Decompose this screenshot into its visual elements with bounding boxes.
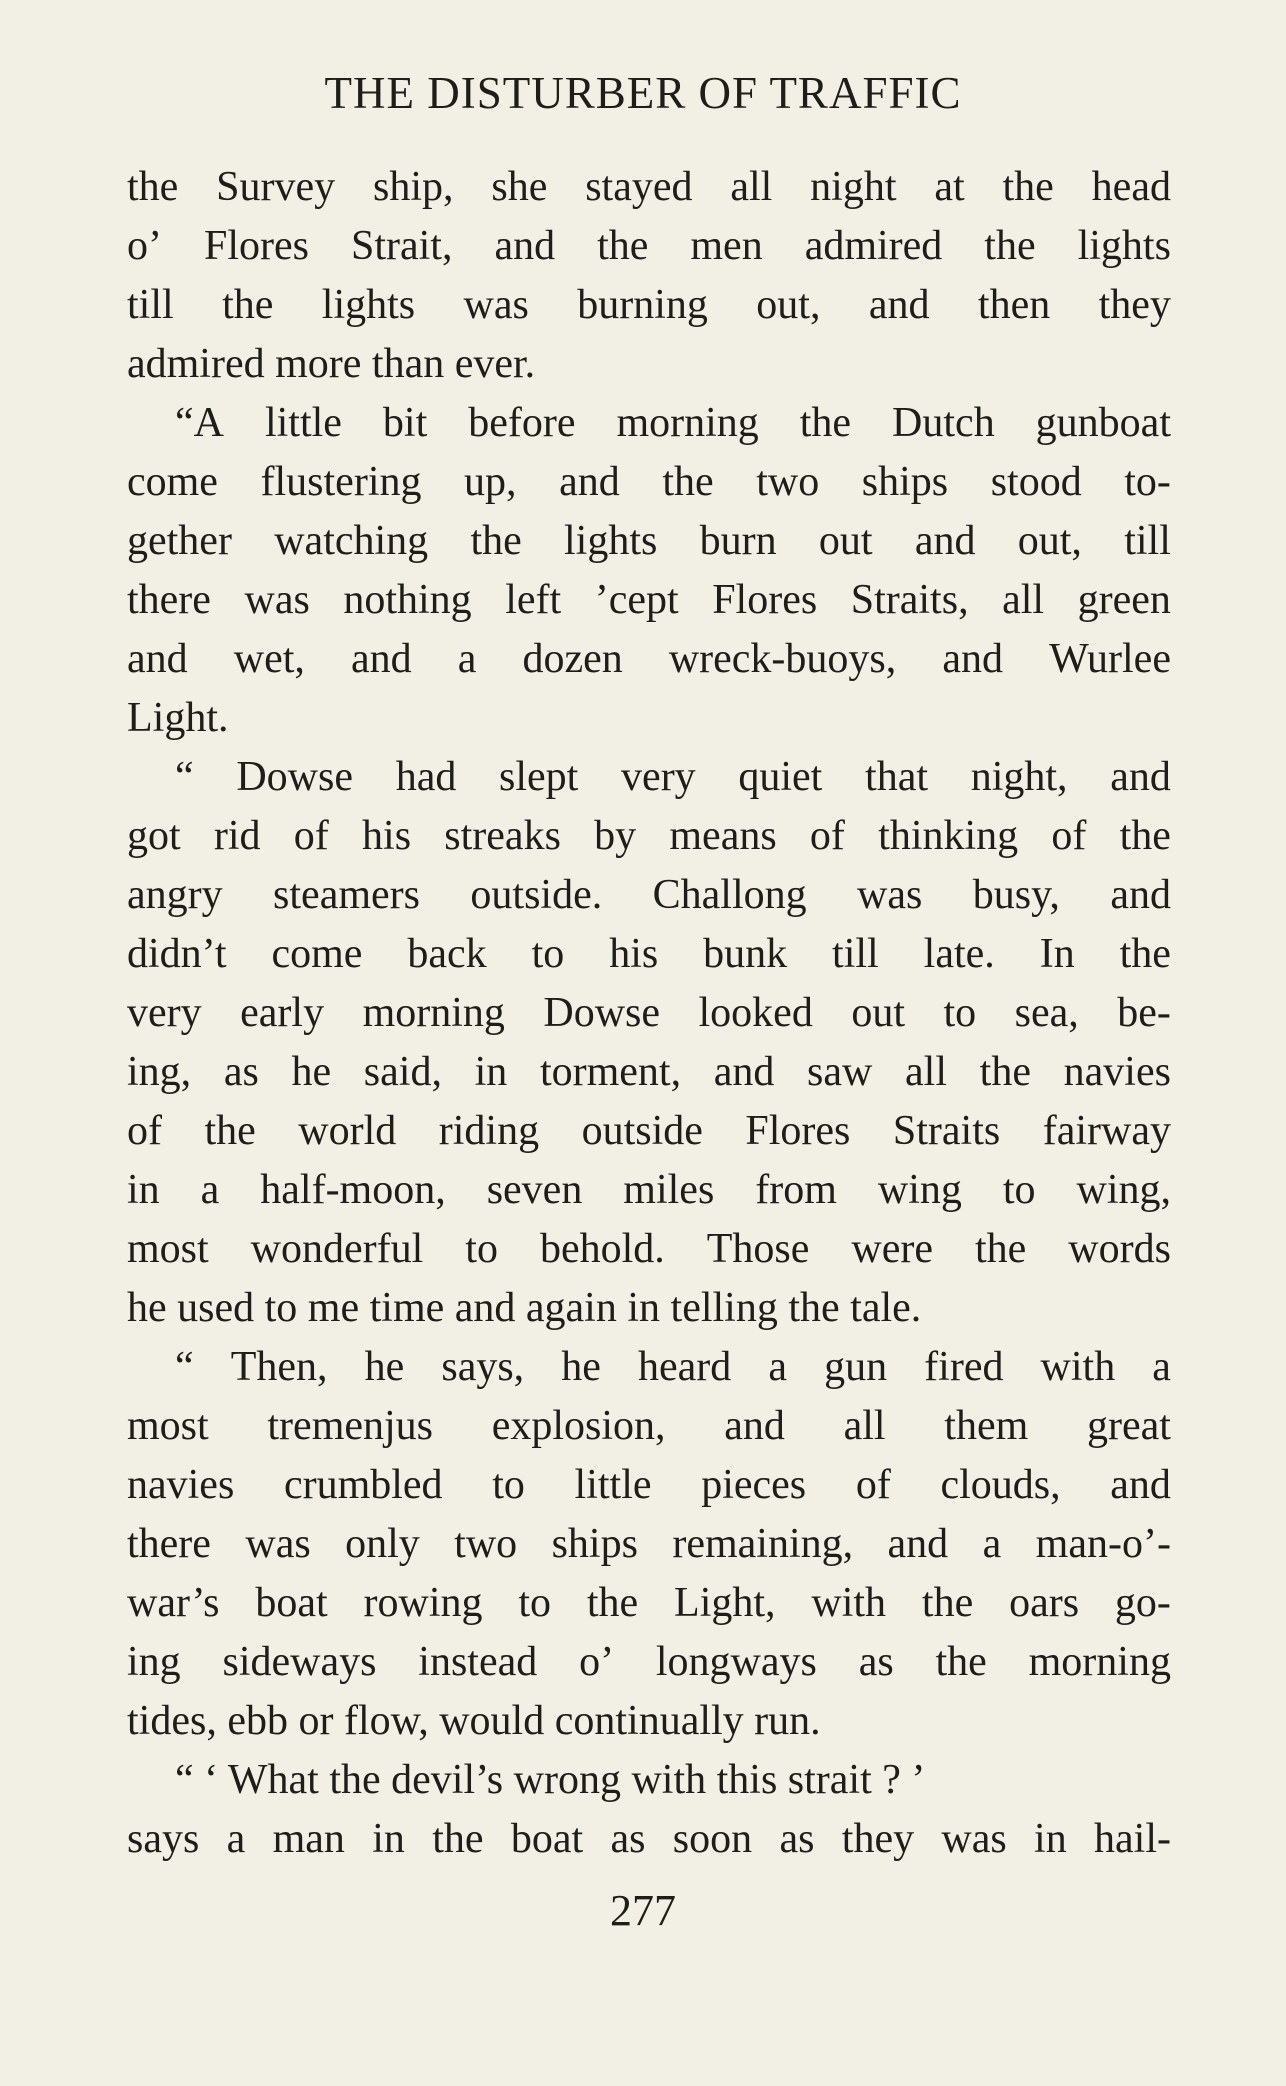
text-line: most wonderful to behold. Those were the words — [127, 1226, 1171, 1272]
text-line: “ ‘ What the devil’s wrong with this strait ? ’ — [175, 1757, 926, 1803]
text-line: navies crumbled to little pieces of clouds, and — [127, 1462, 1171, 1508]
text-line: angry steamers outside. Challong was busy, and — [127, 872, 1171, 918]
text-line: ing sideways instead o’ longways as the morning — [127, 1639, 1171, 1685]
text-line: o’ Flores Strait, and the men admired the lights — [127, 223, 1171, 269]
text-line: war’s boat rowing to the Light, with the oars go- — [127, 1580, 1171, 1626]
body-text — [127, 158, 1171, 1869]
running-head: THE DISTURBER OF TRAFFIC — [324, 68, 962, 118]
text-line: very early morning Dowse looked out to sea, be- — [127, 990, 1171, 1036]
text-line: most tremenjus explosion, and all them great — [127, 1403, 1171, 1449]
text-line: till the lights was burning out, and then they — [127, 282, 1171, 328]
text-line: ing, as he said, in torment, and saw all the navies — [127, 1049, 1171, 1095]
text-line: got rid of his streaks by means of thinking of the — [127, 813, 1171, 859]
text-line: gether watching the lights burn out and out, till — [127, 518, 1171, 564]
text-line: there was only two ships remaining, and a man-o’- — [127, 1521, 1171, 1567]
text-line: come flustering up, and the two ships stood to- — [127, 459, 1171, 505]
text-line: “A little bit before morning the Dutch gunboat — [175, 400, 1171, 446]
text-line: didn’t come back to his bunk till late. In the — [127, 931, 1171, 977]
text-line: of the world riding outside Flores Straits fairway — [127, 1108, 1171, 1154]
text-line: there was nothing left ’cept Flores Straits, all green — [127, 577, 1171, 623]
text-line: in a half-moon, seven miles from wing to wing, — [127, 1167, 1171, 1213]
text-line: says a man in the boat as soon as they was in hail- — [127, 1816, 1171, 1862]
page-number: 277 — [610, 1886, 676, 1935]
text-line: tides, ebb or flow, would continually run. — [127, 1698, 821, 1744]
text-line: Light. — [127, 695, 229, 741]
text-line: he used to me time and again in telling the tale. — [127, 1285, 922, 1331]
text-line: “ Then, he says, he heard a gun fired with a — [175, 1344, 1171, 1390]
text-line: admired more than ever. — [127, 341, 536, 387]
text-line: the Survey ship, she stayed all night at the head — [127, 164, 1171, 210]
text-line: and wet, and a dozen wreck-buoys, and Wurlee — [127, 636, 1171, 682]
text-line: “ Dowse had slept very quiet that night, and — [175, 754, 1171, 800]
